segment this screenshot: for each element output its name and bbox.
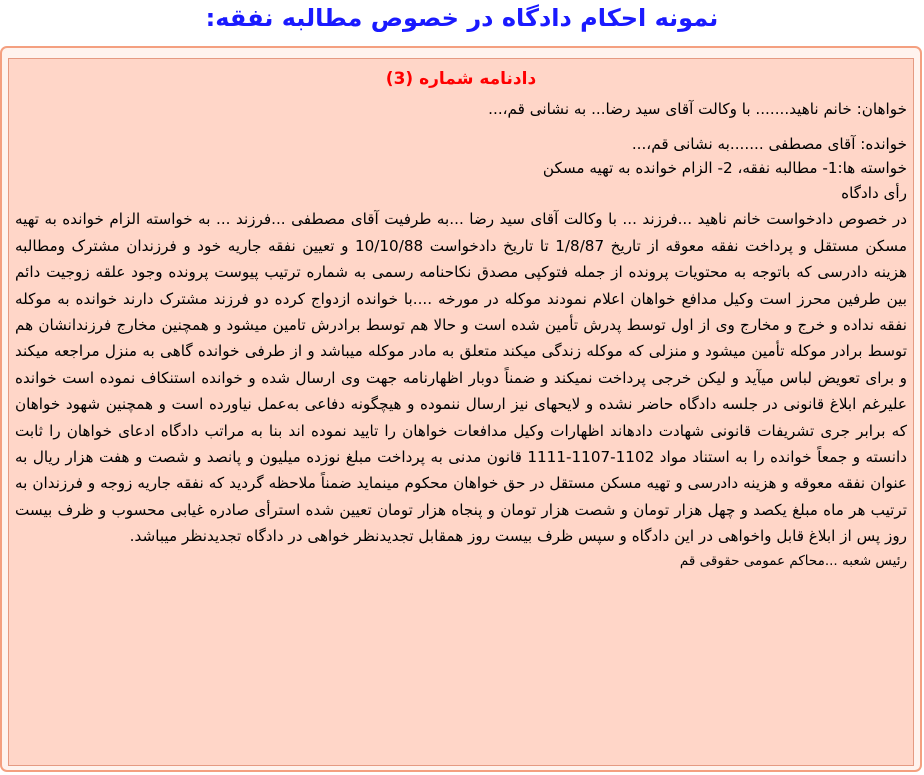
verdict-panel: [8, 58, 914, 766]
verdict-heading: دادنامه شماره (3): [385, 69, 537, 89]
page-title: نمونه احکام دادگاه در خصوص مطالبه نفقه:: [205, 4, 719, 32]
signature-line: رئیس شعبه ...محاکم عمومی حقوقی قم: [679, 552, 907, 569]
defendant-line: خوانده: آقای مصطفی .......به نشانی قم،...: [631, 134, 907, 153]
verdict-body: در خصوص دادخواست خانم ناهید ...فرزند ... با وکالت آقای سید رضا ...به طرفیت آقای مصطفی ...فرزند ... به خواسته الزام خوانده به تهیه مسکن مستقل و پرداخت نفقه معوقه از تاریخ 1/8/87 تا تاریخ دادخواست 10/10/88 و تعیین نفقه جاریه خود و فرزندان مشترک ومطالبه هزینه دادرسی که باتوجه به محتویات پرونده از جمله فتوکپی مصدق نکاحنامه رسمی به شماره ترتیب پیوست پرونده وجود علقه زوجیت دائم بین طرفین محرز است وکیل مدافع خواهان اعلام نمودند موکله در مورخه ....با خوانده ازدواج کرده دو فرزند مشترک دارند خوانده به موکله نفقه نداده و خرج و مخارج وی از اول توسط پدرش تأمین شده است و حالا هم توسط برادرش تامین میشود و همچنین مخارج فرزندانشان هم توسط برادر موکله تأمین میشود و منزلی که موکله زندگی میکند متعلق به مادر موکله میباشد و از طرفی خوانده گاهی به منزل مراجعه میکند و برای تعویض لباس میآید و لیکن خرجی پرداخت نمیکند و ضمناً دوبار اظهارنامه جهت وی ارسال شده و خوانده استنکاف نموده است خوانده علیرغم ابلاغ قانونی در جلسه دادگاه حاضر نشده و لایحهای نیز ارسال ننموده و هیچگونه دفاعی به‌عمل نیاورده است و همچنین شهود خواهان که برابر جری تشریفات قانونی شهادت دادهاند اظهارات وکیل مدافعات خواهان را تایید نموده اند بنا به مراتب دادگاه ادعای خواهان را ثابت دانسته و جمعاً خوانده را به استناد مواد 1102-1107-1111 قانون مدنی به پرداخت مبلغ نوزده میلیون و پانصد و شصت و هفت هزار ریال به عنوان نفقه معوقه و هزینه دادرسی و تهیه مسکن مستقل در حق خواهان محکوم مینماید ضمناً ملاحظه گردید که نفقه جاریه زوجه و فرزندان به ترتیب هر ماه مبلغ یکصد و چهل هزار تومان و شصت هزار تومان و پنجاه هزار تومان تعیین شده استرأی صادره غیابی محسوب و ظرف بیست روز پس از ابلاغ قابل واخواهی در این دادگاه و سپس ظرف بیست روز همقابل تجدیدنظر خواهی در دادگاه تجدیدنظر میباشد.: [15, 210, 907, 546]
verdict-outer-frame: [0, 46, 922, 772]
claims-line: خواسته ها:1- مطالبه نفقه، 2- الزام خوانده به تهیه مسکن: [542, 159, 907, 178]
plaintiff-line: خواهان: خانم ناهید....... با وکالت آقای سید رضا... به نشانی قم،...: [488, 100, 907, 118]
court-opinion-label: رأی دادگاه: [841, 183, 907, 202]
